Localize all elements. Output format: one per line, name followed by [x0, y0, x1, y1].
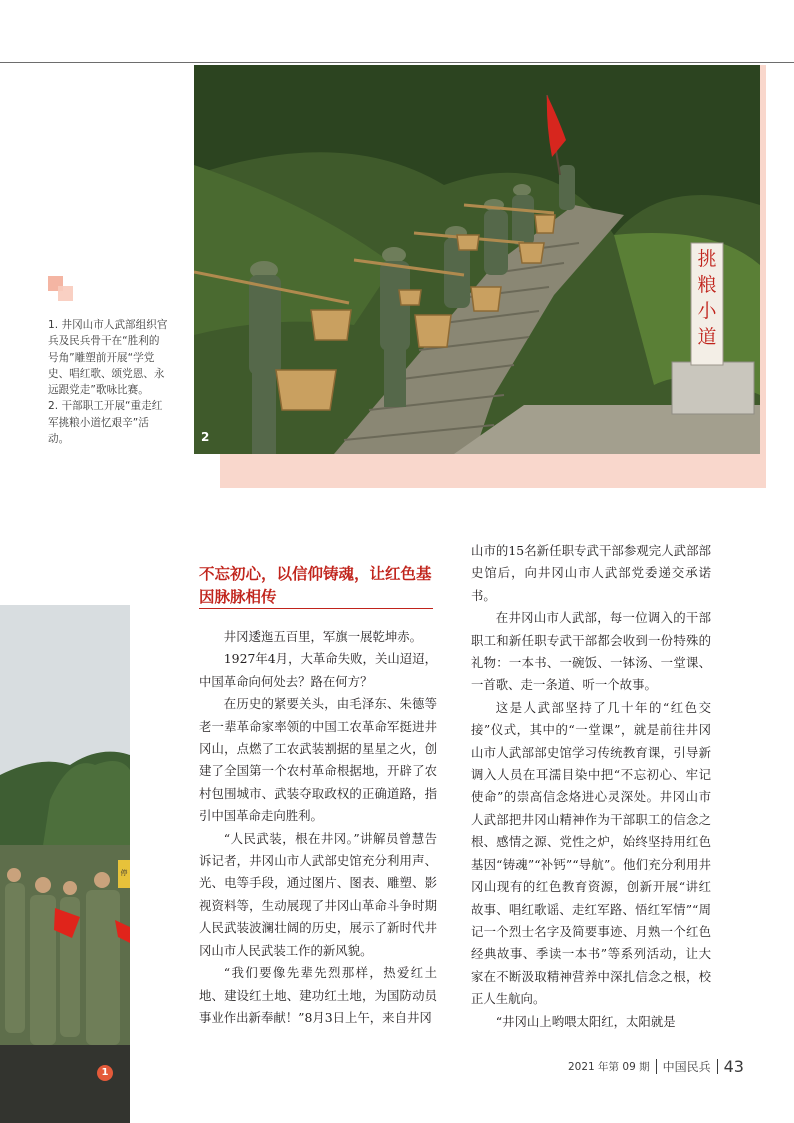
photo-number: 2: [201, 430, 210, 444]
page-number: 43: [723, 1056, 744, 1076]
caption-decoration: [48, 276, 76, 304]
caption-item-2: 2. 干部职工开展“重走红军挑粮小道忆艰辛”活动。: [48, 400, 163, 446]
paragraph: 井冈逶迤五百里，军旗一展乾坤赤。: [223, 629, 423, 644]
stone-marker-text: 挑粮小道: [697, 248, 717, 348]
caption-item-1: 1. 井冈山市人武部组织官兵及民兵骨干在“胜利的号角”雕塑前开展“学党史、唱红歌、颂党恩、永远跟党走”歌咏比赛。: [48, 319, 168, 397]
photo-caption: [48, 317, 168, 447]
article-column-right: [471, 540, 711, 1033]
section-heading: 不忘初心，以信仰铸魂，让红色基因脉脉相传: [199, 565, 432, 606]
paragraph: “井冈山上哟喂太阳红，太阳就是: [495, 1013, 676, 1029]
footer-divider: [717, 1059, 718, 1074]
photo-singing-contest: [0, 605, 130, 1123]
header-rule: [0, 62, 794, 63]
page-footer: [568, 1055, 744, 1077]
photo-soldiers-carrying-grain: [194, 65, 760, 454]
paragraph: 在井冈山市人武部，每一位调入的干部职工和新任职专武干部都会收到一份特殊的礼物：一本书、一碗饭、一钵汤、一堂课、一首歌、走一条道、听一个故事。: [471, 610, 711, 693]
heading-underline: [199, 608, 433, 609]
paragraph: “人民武装，根在井冈。”讲解员曾慧告诉记者，井冈山市人武部史馆充分利用声、光、电等手段，通过图片、图表、雕塑、影视资料等，生动展现了井冈山革命斗争时期人民武装波澜壮阔的历史，展示了新时代井冈山市人民武装工作的新风貌。: [199, 830, 437, 958]
article-column-left: [199, 626, 437, 1029]
magazine-name: 中国民兵: [662, 1059, 711, 1074]
yellow-sign-text: 停: [120, 869, 128, 877]
photo-number: 1: [97, 1065, 113, 1081]
paragraph: 在历史的紧要关头，由毛泽东、朱德等老一辈革命家率领的中国工农革命军挺进井冈山，点燃了工农武装割据的星星之火，创建了全国第一个农村革命根据地，开辟了农村包围城市、武装夺取政权的正确道路，指引中国革命走向胜利。: [199, 696, 437, 824]
paragraph: “我们要像先辈先烈那样，热爱红土地、建设红土地、建功红土地，为国防动员事业作出新奉献！”8月3日上午，来自井冈: [199, 965, 437, 1025]
paragraph-continued: 山市的15名新任职专武干部参观完人武部部史馆后，向井冈山市人武部党委递交承诺书。: [471, 543, 711, 603]
paragraph: 1927年4月，大革命失败，关山迢迢，中国革命向何处去？路在何方？: [199, 651, 437, 689]
footer-divider: [656, 1059, 657, 1074]
issue-label: 2021 年第 09 期: [568, 1060, 650, 1073]
paragraph: 这是人武部坚持了几十年的“红色交接”仪式，其中的“一堂课”，就是前往井冈山市人武部部史馆学习传统教育课，引导新调入人员在耳濡目染中把“不忘初心、牢记使命”的崇高信念烙进心灵深处。井冈山市人武部把井冈山精神作为干部职工的信念之根、感情之源、党性之炉，始终坚持用红色基因“铸魂”“补钙”“导航”。他们充分利用井冈山现有的红色教育资源，创新开展“讲红故事、唱红歌谣、走红军路、悟红军情”“周记一个烈士名字及简要事迹、月熟一个红色经典故事、季读一本书”等系列活动，让大家在不断汲取精神营养中深扎信念之根，校正人生航向。: [471, 699, 711, 1007]
